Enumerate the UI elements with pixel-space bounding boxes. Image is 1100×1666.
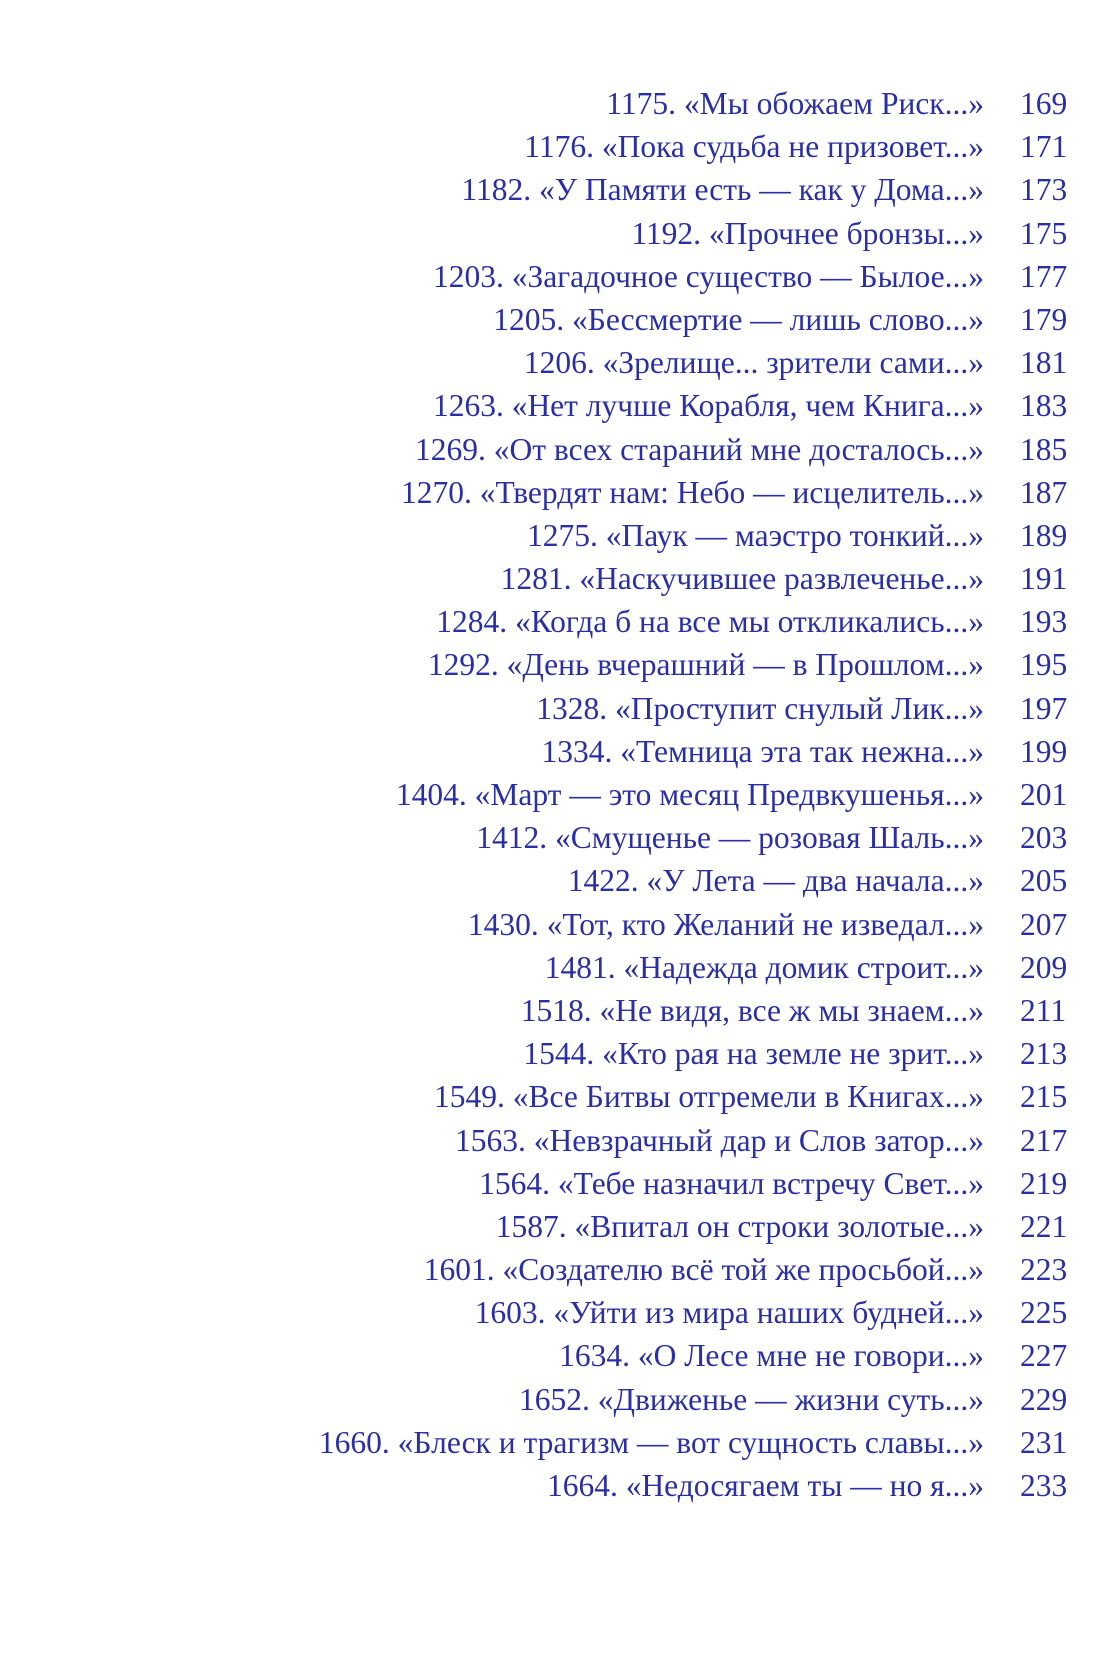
toc-entry-title: 1263. «Нет лучше Корабля, чем Книга...» bbox=[432, 388, 984, 424]
toc-entry-title: 1192. «Прочнее бронзы...» bbox=[631, 215, 984, 251]
toc-entry-title: 1660. «Блеск и трагизм — вот сущность славы...» bbox=[318, 1424, 984, 1460]
toc-entry bbox=[0, 989, 1100, 1032]
toc-entry bbox=[0, 643, 1100, 686]
toc-entry-title: 1269. «От всех стараний мне досталось...» bbox=[415, 431, 984, 467]
toc-entry bbox=[0, 125, 1100, 168]
toc-entry-page-number: 179 bbox=[1020, 301, 1068, 337]
toc-entry-page-number: 219 bbox=[1020, 1165, 1068, 1201]
toc-entry-page-number: 177 bbox=[1020, 258, 1068, 294]
toc-entry-page-number: 185 bbox=[1020, 431, 1068, 467]
toc-entry bbox=[0, 1291, 1100, 1334]
toc-entry-page-number: 189 bbox=[1020, 517, 1068, 553]
toc-entry-page-number: 231 bbox=[1020, 1424, 1068, 1460]
toc-entry-title: 1275. «Паук — маэстро тонкий...» bbox=[526, 517, 984, 553]
toc-entry-title: 1206. «Зрелище... зрители сами...» bbox=[523, 345, 984, 381]
toc-entry-page-number: 183 bbox=[1020, 388, 1068, 424]
toc-entry-title: 1334. «Темница эта так нежна...» bbox=[541, 733, 984, 769]
toc-entry-title: 1634. «О Лесе мне не говори...» bbox=[559, 1338, 984, 1374]
toc-entry bbox=[0, 557, 1100, 600]
toc-entry-title: 1430. «Тот, кто Желаний не изведал...» bbox=[467, 906, 984, 942]
toc-entry-page-number: 191 bbox=[1020, 561, 1068, 597]
toc-entry bbox=[0, 946, 1100, 989]
toc-entry-page-number: 223 bbox=[1020, 1252, 1068, 1288]
toc-entry-title: 1270. «Твердят нам: Небо — исцелитель...» bbox=[401, 474, 984, 510]
toc-entry bbox=[0, 903, 1100, 946]
toc-entry-title: 1564. «Тебе назначил встречу Свет...» bbox=[479, 1165, 984, 1201]
toc-entry bbox=[0, 255, 1100, 298]
toc-entry-page-number: 221 bbox=[1020, 1208, 1068, 1244]
toc-entry-page-number: 197 bbox=[1020, 690, 1068, 726]
toc-entry-page-number: 203 bbox=[1020, 820, 1068, 856]
toc-entry-title: 1563. «Невзрачный дар и Слов затор...» bbox=[454, 1122, 984, 1158]
toc-entry-title: 1284. «Когда б на все мы откликались...» bbox=[436, 604, 984, 640]
toc-entry bbox=[0, 168, 1100, 211]
toc-entry-title: 1292. «День вчерашний — в Прошлом...» bbox=[427, 647, 984, 683]
toc-entry-page-number: 169 bbox=[1020, 86, 1068, 121]
toc-entry-page-number: 211 bbox=[1020, 992, 1067, 1028]
toc-entry-title: 1328. «Проступит снулый Лик...» bbox=[536, 690, 984, 726]
toc-entry-title: 1281. «Наскучившее развлеченье...» bbox=[500, 561, 984, 597]
toc-entry-title: 1481. «Надежда домик строит...» bbox=[544, 949, 984, 985]
toc-entry bbox=[0, 859, 1100, 902]
toc-entry bbox=[0, 1421, 1100, 1464]
toc-entry-title: 1549. «Все Битвы отгремели в Книгах...» bbox=[434, 1079, 984, 1115]
toc-entry-page-number: 217 bbox=[1020, 1122, 1068, 1158]
toc-entry bbox=[0, 341, 1100, 384]
toc-entry-title: 1518. «Не видя, все ж мы знаем...» bbox=[520, 992, 984, 1028]
toc-entry bbox=[0, 298, 1100, 341]
toc-entry-title: 1205. «Бессмертие — лишь слово...» bbox=[493, 301, 984, 337]
toc-entry bbox=[0, 212, 1100, 255]
toc-entry-title: 1664. «Недосягаем ты — но я...» bbox=[546, 1468, 984, 1503]
toc-entry-title: 1404. «Март — это месяц Предвкушенья...» bbox=[395, 777, 984, 812]
toc-entry-page-number: 225 bbox=[1020, 1295, 1068, 1331]
toc-entry bbox=[0, 600, 1100, 643]
toc-entry-page-number: 181 bbox=[1020, 345, 1068, 381]
toc-entry bbox=[0, 82, 1100, 125]
toc-entry bbox=[0, 428, 1100, 471]
toc-entry-title: 1587. «Впитал он строки золотые...» bbox=[495, 1208, 984, 1244]
toc-entry-page-number: 209 bbox=[1020, 949, 1068, 985]
toc-entry-page-number: 227 bbox=[1020, 1338, 1068, 1374]
toc-entry bbox=[0, 1032, 1100, 1075]
toc-entry bbox=[0, 1334, 1100, 1377]
toc-entry-page-number: 233 bbox=[1020, 1468, 1068, 1503]
toc-entry-title: 1182. «У Памяти есть — как у Дома...» bbox=[461, 172, 984, 208]
toc-entry bbox=[0, 1205, 1100, 1248]
toc-entry-title: 1203. «Загадочное существо — Былое...» bbox=[432, 258, 984, 294]
toc-entry-title: 1176. «Пока судьба не призовет...» bbox=[524, 129, 984, 165]
toc-entry-page-number: 215 bbox=[1020, 1079, 1068, 1115]
toc-entry bbox=[0, 514, 1100, 557]
toc-entry-page-number: 199 bbox=[1020, 733, 1068, 769]
toc-entry bbox=[0, 1075, 1100, 1118]
toc-entry bbox=[0, 1119, 1100, 1162]
toc-entry-page-number: 195 bbox=[1020, 647, 1068, 683]
toc-entry bbox=[0, 687, 1100, 730]
toc-entry-title: 1544. «Кто рая на земле не зрит...» bbox=[523, 1036, 984, 1072]
toc-entry-title: 1601. «Создателю всё той же просьбой...» bbox=[423, 1252, 984, 1288]
toc-entry-page-number: 229 bbox=[1020, 1381, 1068, 1417]
toc-entry bbox=[0, 471, 1100, 514]
toc-entry bbox=[0, 384, 1100, 427]
toc-entry-title: 1412. «Смущенье — розовая Шаль...» bbox=[476, 820, 984, 856]
toc-entry-page-number: 171 bbox=[1020, 129, 1068, 165]
toc-entry-title: 1652. «Движенье — жизни суть...» bbox=[519, 1381, 984, 1417]
toc-entry bbox=[0, 816, 1100, 859]
toc-entry-page-number: 175 bbox=[1020, 215, 1068, 251]
toc-entry bbox=[0, 1162, 1100, 1205]
toc-entry bbox=[0, 1464, 1100, 1507]
toc-entry-page-number: 213 bbox=[1020, 1036, 1068, 1072]
toc-entry bbox=[0, 773, 1100, 816]
toc-entry bbox=[0, 730, 1100, 773]
toc-entry-title: 1603. «Уйти из мира наших будней...» bbox=[474, 1295, 984, 1331]
toc-entry-title: 1175. «Мы обожаем Риск...» bbox=[606, 86, 984, 121]
toc-entry-page-number: 173 bbox=[1020, 172, 1068, 208]
table-of-contents bbox=[0, 82, 1100, 1507]
toc-entry-page-number: 207 bbox=[1020, 906, 1068, 942]
toc-entry-page-number: 205 bbox=[1020, 863, 1068, 899]
toc-entry-title: 1422. «У Лета — два начала...» bbox=[567, 863, 984, 899]
toc-entry-page-number: 187 bbox=[1020, 474, 1068, 510]
toc-entry-page-number: 201 bbox=[1020, 777, 1068, 812]
toc-entry bbox=[0, 1378, 1100, 1421]
toc-entry bbox=[0, 1248, 1100, 1291]
toc-entry-page-number: 193 bbox=[1020, 604, 1068, 640]
